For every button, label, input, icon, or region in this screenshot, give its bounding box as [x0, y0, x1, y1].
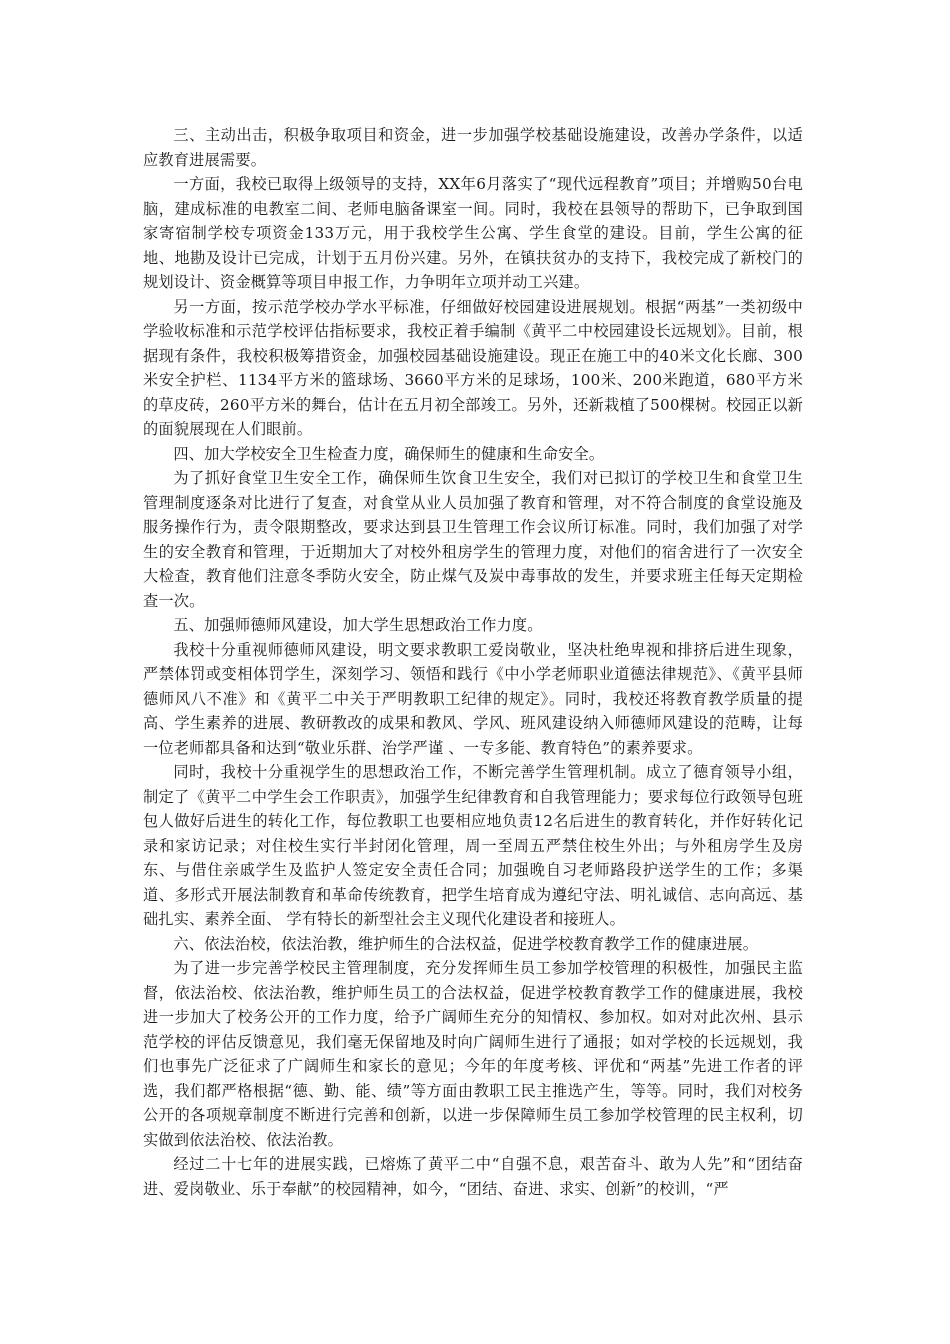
- body-paragraph: 我校十分重视师德师风建设，明文要求教职工爱岗敬业，坚决杜绝卑视和排挤后进生现象，严禁体罚或变相体罚学生，深刻学习、领悟和践行《中小学老师职业道德法律规范》、《黄平县师德师风八不准》和《黄平二中关于严明教职工纪律的规定》。同时，我校还将教育教学质量的提高、学生素养的进展、教研教改的成果和教风、学风、班风建设纳入师德师风建设的范畴，让每一位老师都具备和达到“敬业乐群、治学严谨 、一专多能、教育特色”的素养要求。: [143, 640, 803, 757]
- body-paragraph: 同时，我校十分重视学生的思想政治工作，不断完善学生管理机制。成立了德育领导小组，制定了《黄平二中学生会工作职责》，加强学生纪律教育和自我管理能力；要求每位行政领导包班包人做好后进生的转化工作，每位教职工也要相应地负责12名后进生的教育转化，并作好转化记录和家访记录；对住校生实行半封闭化管理，周一至周五严禁住校生外出；与外租房学生及房东、与借住亲戚学生及监护人签定安全责任合同；加强晚自习老师路段护送学生的工作；多渠道、多形式开展法制教育和革命传统教育，把学生培育成为遵纪守法、明礼诚信、志向高远、基础扎实、素养全面、 学有特长的新型社会主义现代化建设者和接班人。: [143, 763, 803, 928]
- section-heading-5: 五、加强师德师风建设，加大学生思想政治工作力度。: [173, 616, 543, 634]
- section-heading-4: 四、加大学校安全卫生检查力度，确保师生的健康和生命安全。: [173, 444, 605, 463]
- body-paragraph: 一方面，我校已取得上级领导的支持，XX年6月落实了“现代远程教育”项目；并增购50台电脑，建成标准的电教室二间、老师电脑备课室一间。同时，我校在县领导的帮助下，已争取到国家寄宿制学校专项资金133万元，用于我校学生公寓、学生食堂的建设。目前，学生公寓的征地、地勘及设计已完成，计划于五月份兴建。另外，在镇扶贫办的支持下，我校完成了新校门的规划设计、资金概算等项目申报工作，力争明年立项并动工兴建。: [143, 175, 803, 291]
- body-paragraph: 经过二十七年的进展实践，已熔炼了黄平二中“自强不息，艰苦奋斗、敢为人先”和“团结奋进、爱岗敬业、乐于奉献”的校园精神，如今，“团结、奋进、求实、创新”的校训，“严: [143, 1155, 803, 1198]
- body-paragraph: 为了进一步完善学校民主管理制度，充分发挥师生员工参加学校管理的积极性，加强民主监督，依法治校、依法治教，维护师生员工的合法权益，促进学校教育教学工作的健康进展，我校进一步加大了校务公开的工作力度，给予广阔师生充分的知情权、参加权。如对对此次州、县示范学校的评估反馈意见，我们毫无保留地及时向广阔师生进行了通报；如对学校的长远规划，我们也事先广泛征求了广阔师生和家长的意见；今年的年度考核、评优和“两基”先进工作者的评选，我们都严格根据“德、勤、能、绩”等方面由教职工民主推选产生，等等。同时，我们对校务公开的各项规章制度不断进行完善和创新，以进一步保障师生员工参加学校管理的民主权利，切实做到依法治校、依法治教。: [143, 959, 803, 1149]
- section-heading-3: 三、主动出击，积极争取项目和资金，进一步加强学校基础设施建设，改善办学条件，以适应教育进展需要。: [143, 126, 803, 169]
- section-heading-6: 六、依法治校，依法治教，维护师生的合法权益，促进学校教育教学工作的健康进展。: [173, 934, 759, 953]
- body-paragraph: 为了抓好食堂卫生安全工作，确保师生饮食卫生安全，我们对已拟订的学校卫生和食堂卫生管理制度逐条对比进行了复查，对食堂从业人员加强了教育和管理，对不符合制度的食堂设施及服务操作行为，责令限期整改，要求达到县卫生管理工作会议所订标准。同时，我们加强了对学生的安全教育和管理，于近期加大了对校外租房学生的管理力度，对他们的宿舍进行了一次安全大检查，教育他们注意冬季防火安全，防止煤气及炭中毒事故的发生，并要求班主任每天定期检查一次。: [143, 469, 803, 610]
- document-body: [143, 123, 803, 1201]
- body-paragraph: 另一方面，按示范学校办学水平标准，仔细做好校园建设进展规划。根据“两基”一类初级中学验收标准和示范学校评估指标要求，我校正着手编制《黄平二中校园建设长远规划》。目前，根据现有条件，我校积极筹措资金，加强校园基础设施建设。现正在施工中的40米文化长廊、300米安全护栏、1134平方米的篮球场、3660平方米的足球场，100米、200米跑道，680平方米的草皮砖，260平方米的舞台，估计在五月初全部竣工。另外，还新栽植了500棵树。校园正以新的面貌展现在人们眼前。: [143, 297, 803, 438]
